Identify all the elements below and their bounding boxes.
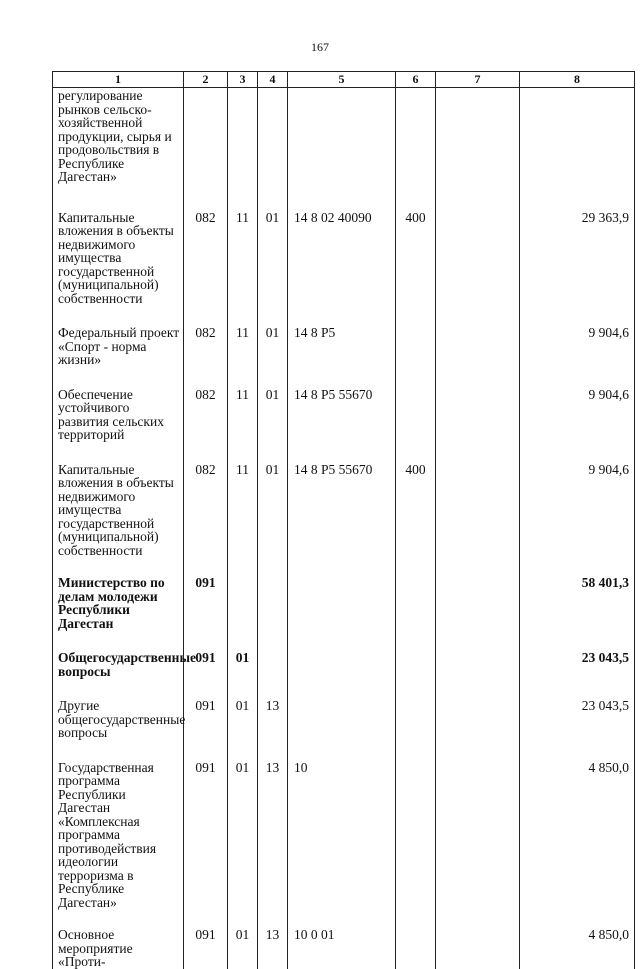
row-col-7	[436, 211, 520, 327]
row-col-7	[436, 928, 520, 969]
header-col-2: 2	[184, 72, 228, 88]
row-amount: 23 043,5	[520, 699, 635, 761]
row-target-article: 14 8 02 40090	[288, 211, 396, 327]
header-col-3: 3	[228, 72, 258, 88]
row-name: Капитальные вложения в объекты недвижимого имущества государственной (муниципальной) собственности	[53, 211, 184, 327]
row-section-code	[228, 88, 258, 211]
row-section-code: 01	[228, 761, 258, 929]
row-expense-type	[396, 388, 436, 463]
header-row	[53, 72, 635, 88]
row-ministry-code: 082	[184, 388, 228, 463]
row-amount: 9 904,6	[520, 388, 635, 463]
row-section-code: 01	[228, 699, 258, 761]
row-subsection-code	[258, 651, 288, 699]
row-section-code	[228, 576, 258, 651]
row-target-article: 10 0 01	[288, 928, 396, 969]
table-row	[53, 88, 635, 211]
header-col-6: 6	[396, 72, 436, 88]
row-subsection-code: 01	[258, 326, 288, 388]
row-ministry-code: 091	[184, 651, 228, 699]
row-col-7	[436, 699, 520, 761]
row-target-article	[288, 88, 396, 211]
row-target-article: 10	[288, 761, 396, 929]
row-col-7	[436, 651, 520, 699]
row-target-article	[288, 651, 396, 699]
row-name: регулирование рынков сельско-хозяйственной продукции, сырья и продовольствия в Республике Дагестан»	[53, 88, 184, 211]
row-target-article	[288, 576, 396, 651]
row-subsection-code: 01	[258, 463, 288, 577]
row-subsection-code: 01	[258, 211, 288, 327]
row-target-article: 14 8 P5 55670	[288, 388, 396, 463]
row-ministry-code: 091	[184, 699, 228, 761]
row-expense-type	[396, 928, 436, 969]
table-row	[53, 761, 635, 929]
row-subsection-code	[258, 88, 288, 211]
row-name: Другие общегосударственные вопросы	[53, 699, 184, 761]
table-row	[53, 463, 635, 577]
header-col-8: 8	[520, 72, 635, 88]
row-subsection-code: 13	[258, 761, 288, 929]
row-expense-type	[396, 576, 436, 651]
row-expense-type	[396, 326, 436, 388]
table-row	[53, 211, 635, 327]
row-amount: 58 401,3	[520, 576, 635, 651]
row-ministry-code: 091	[184, 761, 228, 929]
row-expense-type: 400	[396, 211, 436, 327]
row-ministry-code: 082	[184, 326, 228, 388]
row-ministry-code	[184, 88, 228, 211]
row-expense-type	[396, 651, 436, 699]
row-subsection-code: 13	[258, 928, 288, 969]
row-subsection-code: 01	[258, 388, 288, 463]
row-ministry-code: 091	[184, 576, 228, 651]
row-name: Общегосударственные вопросы	[53, 651, 184, 699]
row-name: Основное мероприятие «Проти-	[53, 928, 184, 969]
table-row	[53, 928, 635, 969]
row-section-code: 01	[228, 928, 258, 969]
page-number: 167	[311, 40, 329, 54]
row-ministry-code: 082	[184, 211, 228, 327]
row-section-code: 11	[228, 463, 258, 577]
header-col-7: 7	[436, 72, 520, 88]
row-col-7	[436, 326, 520, 388]
row-col-7	[436, 88, 520, 211]
row-col-7	[436, 576, 520, 651]
row-amount	[520, 88, 635, 211]
row-name: Федеральный проект «Спорт - норма жизни»	[53, 326, 184, 388]
table-body	[53, 88, 635, 969]
row-amount: 9 904,6	[520, 326, 635, 388]
row-name: Обеспечение устойчивого развития сельских территорий	[53, 388, 184, 463]
row-name: Капитальные вложения в объекты недвижимого имущества государственной (муниципальной) собственности	[53, 463, 184, 577]
row-ministry-code: 091	[184, 928, 228, 969]
row-amount: 29 363,9	[520, 211, 635, 327]
row-name: Государственная программа Республики Дагестан «Комплексная программа противодействия идеологии терроризма в Республике Дагестан»	[53, 761, 184, 929]
row-amount: 4 850,0	[520, 928, 635, 969]
row-col-7	[436, 388, 520, 463]
table-row	[53, 388, 635, 463]
row-amount: 4 850,0	[520, 761, 635, 929]
row-col-7	[436, 463, 520, 577]
row-ministry-code: 082	[184, 463, 228, 577]
row-target-article: 14 8 P5 55670	[288, 463, 396, 577]
table-row	[53, 699, 635, 761]
header-col-5: 5	[288, 72, 396, 88]
row-section-code: 11	[228, 211, 258, 327]
budget-table-container	[52, 71, 634, 969]
budget-table	[52, 71, 635, 969]
row-target-article: 14 8 P5	[288, 326, 396, 388]
row-section-code: 11	[228, 388, 258, 463]
row-amount: 9 904,6	[520, 463, 635, 577]
table-row	[53, 326, 635, 388]
table-row	[53, 576, 635, 651]
row-expense-type	[396, 699, 436, 761]
header-col-4: 4	[258, 72, 288, 88]
row-target-article	[288, 699, 396, 761]
row-expense-type: 400	[396, 463, 436, 577]
row-subsection-code	[258, 576, 288, 651]
table-row	[53, 651, 635, 699]
row-section-code: 01	[228, 651, 258, 699]
row-expense-type	[396, 88, 436, 211]
row-amount: 23 043,5	[520, 651, 635, 699]
row-expense-type	[396, 761, 436, 929]
row-subsection-code: 13	[258, 699, 288, 761]
row-name: Министерство по делам молодежи Республики Дагестан	[53, 576, 184, 651]
header-col-1: 1	[53, 72, 184, 88]
row-section-code: 11	[228, 326, 258, 388]
row-col-7	[436, 761, 520, 929]
